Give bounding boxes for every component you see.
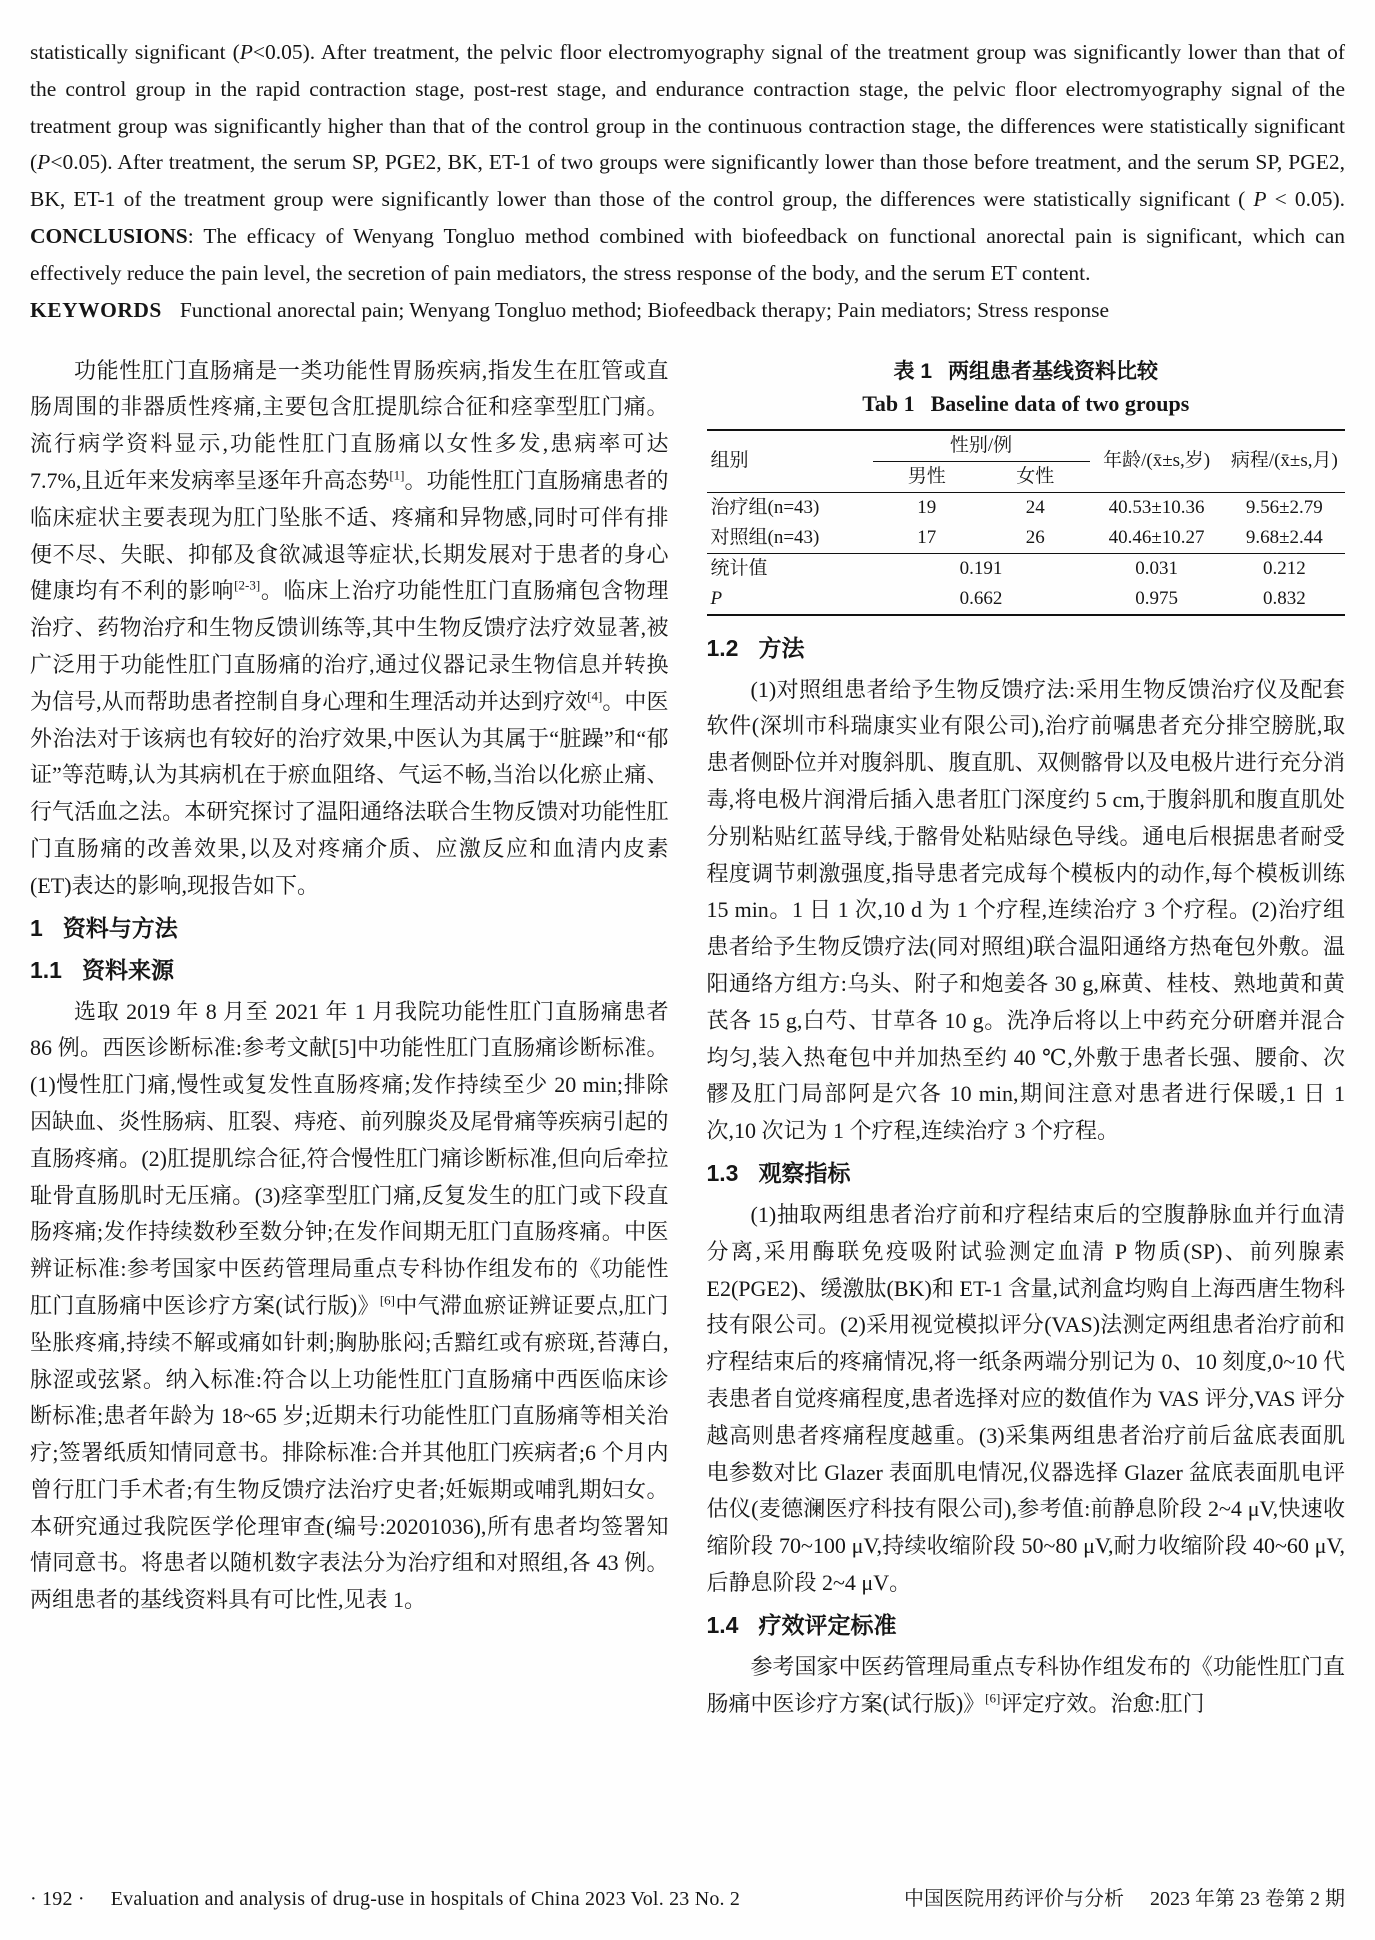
- section-1-2-heading: [707, 630, 1346, 667]
- page-number: · 192 ·: [30, 1888, 85, 1910]
- methods-paragraph: (1)对照组患者给予生物反馈疗法:采用生物反馈治疗仪及配套软件(深圳市科瑞康实业有限公司),治疗前嘱患者充分排空膀胱,取患者侧卧位并对腹斜肌、腹直肌、双侧髂骨以及电极片进行充分消毒,将电极片润滑后插入患者肛门深度约 5 cm,于腹斜肌和腹直肌处分别粘贴红蓝导线,于髂骨处粘贴绿色导线。通电后根据患者耐受程度调节刺激强度,指导患者完成每个模板内的动作,每个模板训练 15 min。1 日 1 次,10 d 为 1 个疗程,连续治疗 3 个疗程。(2)治疗组患者给予生物反馈疗法(同对照组)联合温阳通络方热奄包外敷。温阳通络方组方:乌头、附子和炮姜各 30 g,麻黄、桂枝、熟地黄和黄芪各 15 g,白芍、甘草各 10 g。洗净后将以上中药充分研磨并混合均匀,装入热奄包中并加热至约 40 ℃,外敷于患者长强、腰俞、次髎及肛门局部阿是穴各 10 min,期间注意对患者进行保暖,1 日 1 次,10 次记为 1 个疗程,连续治疗 3 个疗程。: [706, 676, 1345, 1144]
- journal-issue-zh: 2023 年第 23 卷第 2 期: [1150, 1888, 1345, 1910]
- statistic-sex-value: 0.191: [959, 557, 1003, 579]
- section-1-4-heading: [707, 1607, 1346, 1644]
- treatment-group-label: 治疗组(n=43): [710, 496, 820, 518]
- section-1-4-title: 疗效评定标准: [758, 1611, 897, 1638]
- abstract-continuation-text: statistically significant (P<0.05). After treatment, the pelvic floor electromyography signal of the treatment group was significantly lower than that of the control group in the rapid contraction stage, post-rest stage, and endurance contraction stage, the pelvic floor electromyography signal of the treatment group was significantly higher than that of the control group in the continuous contraction stage, the differences were statistically significant (P<0.05). After treatment, the serum SP, PGE2, BK, ET-1 of two groups were significantly lower than those before treatment, and the serum SP, PGE2, BK, ET-1 of the treatment group were significantly lower than those of the control group, the differences were statistically significant ( P < 0.05). CONCLUSIONS: The efficacy of Wenyang Tongluo method combined with biofeedback on functional anorectal pain is significant, which can effectively reduce the pain level, the secretion of pain mediators, the stress response of the body, and the serum ET content.: [30, 40, 1345, 285]
- statistic-duration-value: 0.212: [1262, 557, 1306, 579]
- table-title-en: [707, 387, 1346, 421]
- table-row-pvalue: [707, 584, 1346, 615]
- journal-name-en: Evaluation and analysis of drug-use in hospitals of China 2023 Vol. 23 No. 2: [110, 1888, 741, 1910]
- control-duration-value: 9.68±2.44: [1224, 523, 1345, 554]
- pvalue-age-value: 0.975: [1135, 587, 1178, 609]
- footer-left: [30, 1888, 740, 1911]
- statistic-age-value: 0.031: [1135, 557, 1178, 579]
- section-1-3-heading: [707, 1155, 1346, 1192]
- baseline-table: [707, 429, 1346, 616]
- control-group-label: 对照组(n=43): [707, 523, 873, 554]
- section-1-2-title: 方法: [758, 634, 805, 661]
- page-footer: [30, 1882, 1345, 1911]
- section-1-1-number: 1.1: [30, 956, 62, 983]
- treatment-age-value: 40.53±10.36: [1108, 496, 1205, 518]
- control-male-count: 17: [873, 523, 982, 554]
- table-number-zh: 表 1: [893, 359, 932, 383]
- left-column: [30, 353, 669, 1749]
- section-1-title: 资料与方法: [62, 914, 178, 941]
- col-header-male: 男性: [873, 461, 982, 492]
- section-1-1-heading: [30, 952, 669, 989]
- table-row-treatment: [707, 492, 1346, 523]
- treatment-duration-value: 9.56±2.79: [1245, 496, 1323, 518]
- journal-name-zh: 中国医院用药评价与分析: [904, 1888, 1124, 1910]
- col-header-duration: 病程/(x̄±s,月): [1224, 430, 1345, 493]
- keywords-text: Functional anorectal pain; Wenyang Tongluo method; Biofeedback therapy; Pain mediators; Stress response: [179, 297, 1110, 322]
- section-1-1-title: 资料来源: [81, 956, 174, 983]
- data-source-paragraph: 选取 2019 年 8 月至 2021 年 1 月我院功能性肛门直肠痛患者 86 例。西医诊断标准:参考文献[5]中功能性肛门直肠痛诊断标准。(1)慢性肛门痛,慢性或复发性直肠疼痛;发作持续至少 20 min;排除因缺血、炎性肠病、肛裂、痔疮、前列腺炎及尾骨痛等疾病引起的直肠疼痛。(2)肛提肌综合征,符合慢性肛门痛诊断标准,但向后牵拉耻骨直肠肌时无压痛。(3)痉挛型肛门痛,反复发生的肛门或下段直肠疼痛;发作持续数秒至数分钟;在发作间期无肛门直肠疼痛。中医辨证标准:参考国家中医药管理局重点专科协作组发布的《功能性肛门直肠痛中医诊疗方案(试行版)》[6]中气滞血瘀证辨证要点,肛门坠胀疼痛,持续不解或痛如针刺;胸胁胀闷;舌黯红或有瘀斑,苔薄白,脉涩或弦紧。纳入标准:符合以上功能性肛门直肠痛中西医临床诊断标准;患者年龄为 18~65 岁;近期未行功能性肛门直肠痛等相关治疗;签署纸质知情同意书。排除标准:合并其他肛门疾病者;6 个月内曾行肛门手术者;有生物反馈疗法治疗史者;妊娠期或哺乳期妇女。本研究通过我院医学伦理审查(编号:20201036),所有患者均签署知情同意书。将患者以随机数字表法分为治疗组和对照组,各 43 例。两组患者的基线资料具有可比性,见表 1。: [30, 998, 669, 1613]
- statistic-label: 统计值: [710, 557, 768, 579]
- col-header-group: 组别: [707, 430, 873, 493]
- table-header-row-1: [707, 430, 1346, 462]
- col-header-female: 女性: [981, 461, 1090, 492]
- keywords-label: KEYWORDS: [30, 297, 162, 322]
- control-female-count: 26: [981, 523, 1090, 554]
- intro-paragraph: 功能性肛门直肠痛是一类功能性胃肠疾病,指发生在肛管或直肠周围的非器质性疼痛,主要包含肛提肌综合征和痉挛型肛门痛。流行病学资料显示,功能性肛门直肠痛以女性多发,患病率可达 7.7%,且近年来发病率呈逐年升高态势[1]。功能性肛门直肠痛患者的临床症状主要表现为肛门坠胀不适、疼痛和异物感,同时可伴有排便不尽、失眠、抑郁及食欲减退等症状,长期发展对于患者的身心健康均有不利的影响[2-3]。临床上治疗功能性肛门直肠痛包含物理治疗、药物治疗和生物反馈训练等,其中生物反馈疗法疗效显著,被广泛用于功能性肛门直肠痛的治疗,通过仪器记录生物信息并转换为信号,从而帮助患者控制自身心理和生理活动并达到疗效[4]。中医外治法对于该病也有较好的治疗效果,中医认为其属于“脏躁”和“郁证”等范畴,认为其病机在于瘀血阻络、气运不畅,当治以化瘀止痛、行气活血之法。本研究探讨了温阳通络法联合生物反馈对功能性肛门直肠痛的改善效果,以及对疼痛介质、应激反应和血清内皮素(ET)表达的影响,现报告如下。: [30, 357, 669, 898]
- col-header-age: 年龄/(x̄±s,岁): [1090, 430, 1224, 493]
- section-1-3-number: 1.3: [706, 1159, 739, 1186]
- keywords-paragraph: [30, 292, 1345, 329]
- table-caption-zh: 两组患者基线资料比较: [948, 359, 1158, 383]
- section-1-2-number: 1.2: [706, 634, 739, 661]
- treatment-female-count: 24: [1025, 496, 1045, 518]
- section-1-3-title: 观察指标: [758, 1159, 851, 1186]
- pvalue-sex-value: 0.662: [959, 587, 1003, 609]
- table-number-en: Tab 1: [862, 390, 915, 416]
- table-caption-en: Baseline data of two groups: [930, 390, 1190, 416]
- section-1-number: 1: [30, 914, 43, 941]
- table-title-zh: [707, 357, 1346, 387]
- pvalue-duration-value: 0.832: [1262, 587, 1306, 609]
- section-1-heading: [30, 910, 669, 947]
- col-header-sex: 性别/例: [873, 430, 1090, 462]
- table-row-control: [707, 523, 1346, 554]
- pvalue-label: P: [710, 587, 723, 609]
- control-age-value: 40.46±10.27: [1090, 523, 1224, 554]
- treatment-male-count: 19: [917, 496, 937, 518]
- two-column-body: [30, 353, 1345, 1749]
- table-row-statistic: [707, 553, 1346, 584]
- observation-index-paragraph: (1)抽取两组患者治疗前和疗程结束后的空腹静脉血并行血清分离,采用酶联免疫吸附试验测定血清 P 物质(SP)、前列腺素 E2(PGE2)、缓激肽(BK)和 ET-1 含量,试剂盒均购自上海西唐生物科技有限公司。(2)采用视觉模拟评分(VAS)法测定两组患者治疗前和疗程结束后的疼痛情况,将一纸条两端分别记为 0、10 刻度,0~10 代表患者自觉疼痛程度,患者选择对应的数值作为 VAS 评分,VAS 评分越高则患者疼痛程度越重。(3)采集两组患者治疗前后盆底表面肌电参数对比 Glazer 表面肌电情况,仪器选择 Glazer 盆底表面肌电评估仪(麦德澜医疗科技有限公司),参考值:前静息阶段 2~4 μV,快速收缩阶段 70~100 μV,持续收缩阶段 50~80 μV,耐力收缩阶段 40~60 μV,后静息阶段 2~4 μV。: [706, 1201, 1345, 1595]
- section-1-4-number: 1.4: [706, 1611, 739, 1638]
- efficacy-criteria-paragraph: 参考国家中医药管理局重点专科协作组发布的《功能性肛门直肠痛中医诊疗方案(试行版)》[6]评定疗效。治愈:肛门: [706, 1653, 1345, 1716]
- right-column: [707, 353, 1346, 1749]
- footer-right: [904, 1882, 1345, 1911]
- baseline-table-block: [707, 357, 1346, 616]
